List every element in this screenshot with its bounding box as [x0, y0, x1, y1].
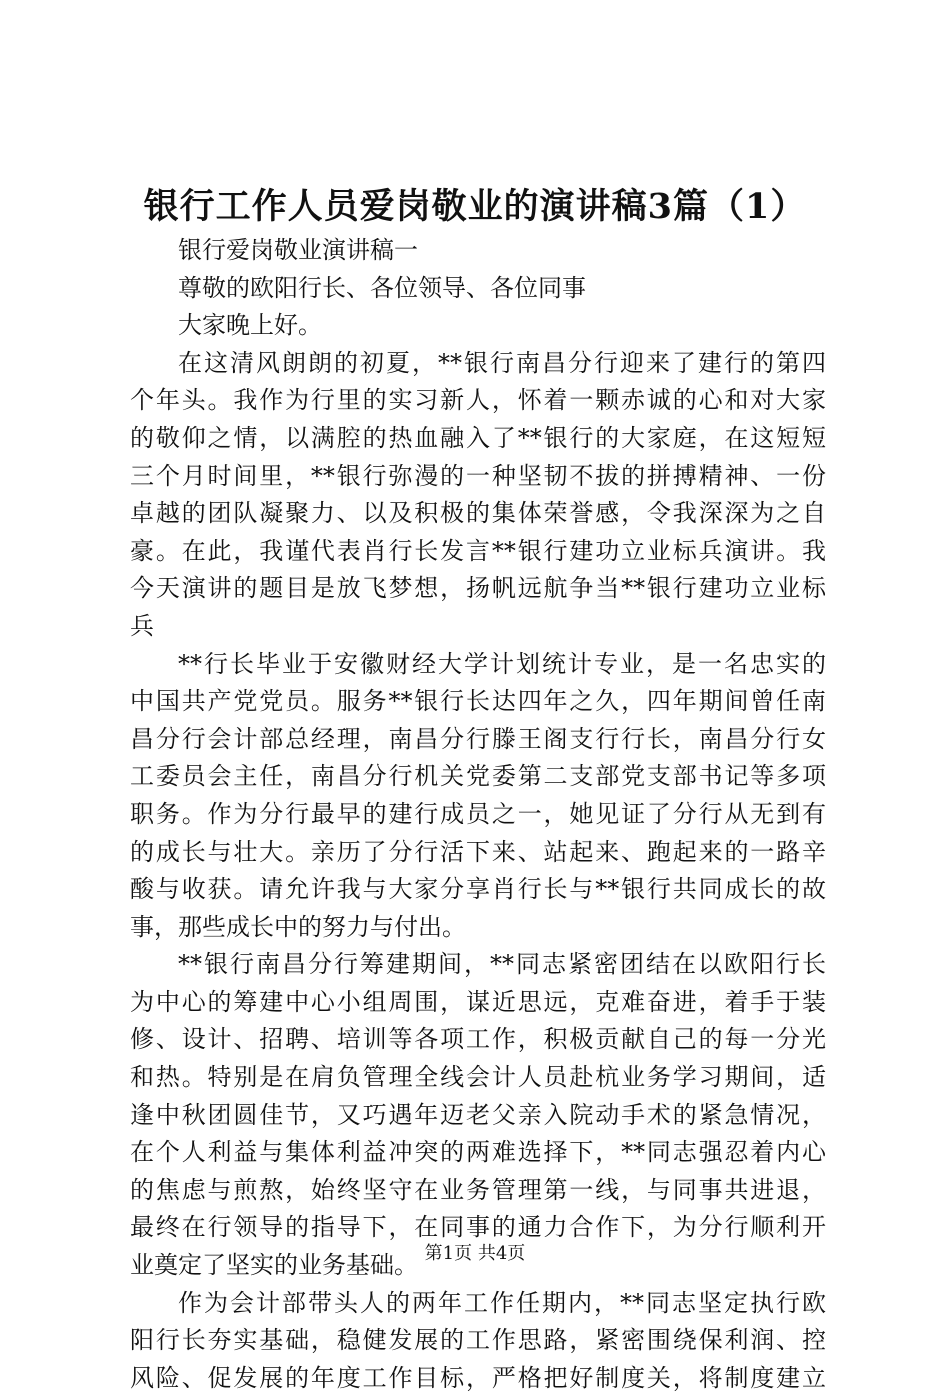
body-line: 工委员会主任，南昌分行机关党委第二支部党支部书记等多项 [130, 762, 826, 791]
body-line: 个年头。我作为行里的实习新人，怀着一颗赤诚的心和对大家 [130, 386, 826, 415]
body-line: 中国共产党党员。服务**银行长达四年之久，四年期间曾任南 [130, 687, 826, 716]
body-line: 的成长与壮大。亲历了分行活下来、站起来、跑起来的一路辛 [130, 837, 826, 866]
body-line: 业奠定了坚实的业务基础。 [130, 1251, 418, 1280]
body-line: 银行爱岗敬业演讲稿一 [178, 236, 418, 264]
body-line: 昌分行会计部总经理，南昌分行滕王阁支行行长，南昌分行女 [130, 724, 826, 753]
body-line: 豪。在此，我谨代表肖行长发言**银行建功立业标兵演讲。我 [130, 536, 826, 565]
document-title: 银行工作人员爱岗敬业的演讲稿3篇（1） [143, 186, 807, 227]
body-line: 职务。作为分行最早的建行成员之一，她见证了分行从无到有 [130, 799, 826, 828]
body-line: 今天演讲的题目是放飞梦想，扬帆远航争当**银行建功立业标 [130, 574, 826, 603]
body-line: 为中心的筹建中心小组周围，谋近思远，克难奋进，着手于装 [130, 987, 826, 1016]
body-line: **银行南昌分行筹建期间，**同志紧密团结在以欧阳行长 [178, 950, 826, 979]
body-line: 和热。特别是在肩负管理全线会计人员赴杭业务学习期间，适 [130, 1063, 826, 1092]
page-footer: 第1页 共4页 [424, 1243, 526, 1264]
body-line: 的焦虑与煎熬，始终坚守在业务管理第一线，与同事共进退， [130, 1175, 826, 1204]
body-line: 尊敬的欧阳行长、各位领导、各位同事 [178, 273, 586, 302]
body-line: 作为会计部带头人的两年工作任期内，**同志坚定执行欧 [178, 1288, 826, 1317]
body-line: 酸与收获。请允许我与大家分享肖行长与**银行共同成长的故 [130, 875, 826, 904]
body-line: 三个月时间里，**银行弥漫的一种坚韧不拔的拼搏精神、一份 [130, 461, 826, 490]
body-line: 阳行长夯实基础，稳健发展的工作思路，紧密围绕保利润、控 [130, 1326, 826, 1355]
body-line: 事，那些成长中的努力与付出。 [130, 912, 466, 941]
body-line: 修、设计、招聘、培训等各项工作，积极贡献自己的每一分光 [130, 1025, 826, 1054]
body-line: **行长毕业于安徽财经大学计划统计专业，是一名忠实的 [178, 649, 826, 678]
body-line: 最终在行领导的指导下，在同事的通力合作下，为分行顺利开 [130, 1213, 826, 1242]
document-body [130, 232, 826, 1397]
body-line: 在这清风朗朗的初夏，**银行南昌分行迎来了建行的第四 [178, 348, 826, 377]
body-line: 兵 [130, 611, 154, 640]
body-line: 在个人利益与集体利益冲突的两难选择下，**同志强忍着内心 [130, 1138, 826, 1167]
body-line: 的敬仰之情，以满腔的热血融入了**银行的大家庭，在这短短 [130, 423, 826, 452]
body-line: 卓越的团队凝聚力、以及积极的集体荣誉感，令我深深为之自 [130, 499, 826, 528]
body-line: 大家晚上好。 [178, 311, 322, 340]
body-line: 逢中秋团圆佳节，又巧遇年迈老父亲入院动手术的紧急情况， [130, 1100, 826, 1129]
body-line: 风险、促发展的年度工作目标，严格把好制度关，将制度建立 [130, 1363, 826, 1392]
